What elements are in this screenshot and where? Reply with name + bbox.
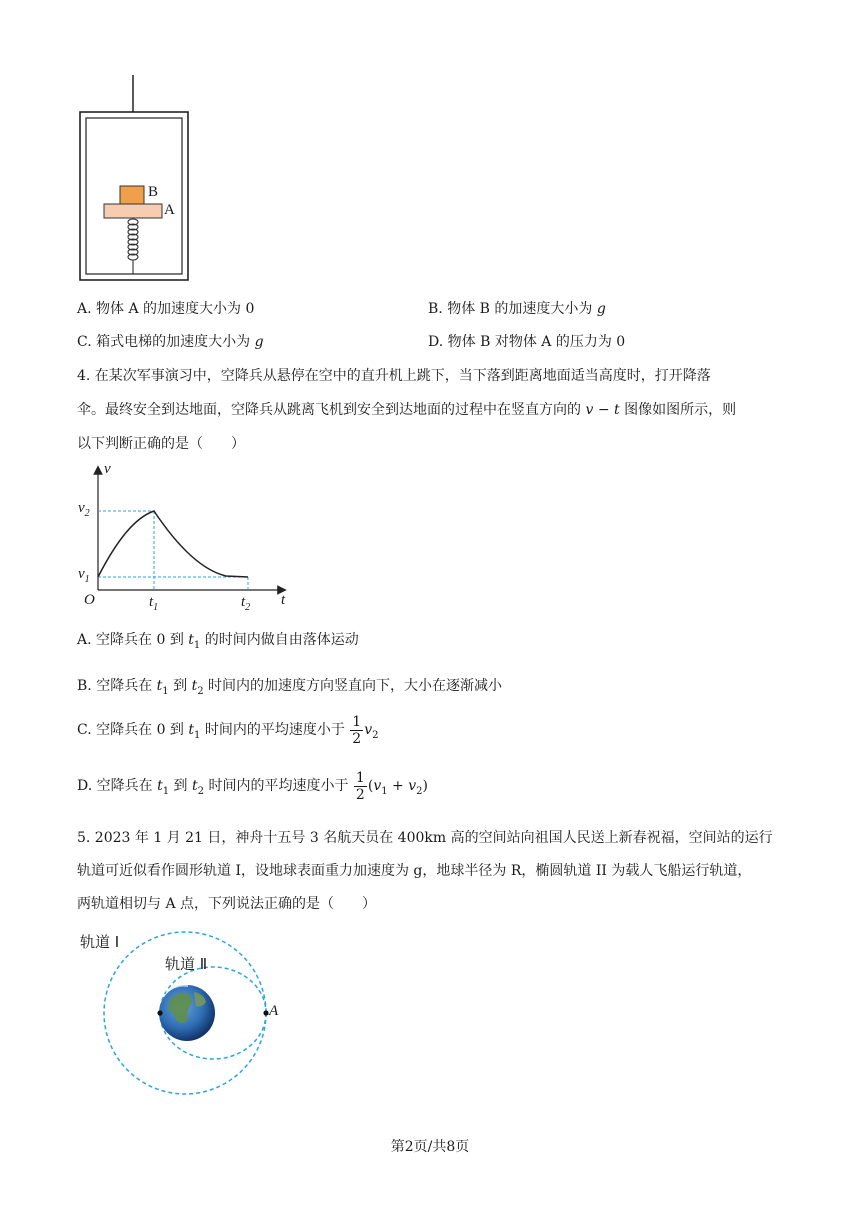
- label-a: A: [164, 202, 175, 218]
- v1-label: $v_1$: [78, 566, 90, 585]
- q4-option-a: A. 空降兵在 0 到 $t_1$ 的时间内做自由落体运动: [77, 632, 359, 651]
- q3-option-a: A. 物体 A 的加速度大小为 0: [77, 301, 255, 317]
- point-a-label: A: [269, 1003, 279, 1019]
- v-axis-label: v: [104, 461, 111, 477]
- q5-stem-line1: 5. 2023 年 1 月 21 日，神舟十五号 3 名航天员在 400km 高的空间站向祖国人民送上新春祝福，空间站的运行: [77, 830, 773, 846]
- point-a-dot: [263, 1010, 268, 1015]
- elevator-figure: [70, 72, 200, 287]
- q5-stem-line3: 两轨道相切与 A 点，下列说法正确的是（ ）: [77, 896, 377, 912]
- q4-option-c: C. 空降兵在 0 到 $t_1$ 时间内的平均速度小于 $\frac{1}{2}$ $v_2$: [77, 713, 379, 747]
- q4-option-b: B. 空降兵在 $t_1$ 到 $t_2$ 时间内的加速度方向竖直向下，大小在逐渐减小: [77, 678, 503, 697]
- v2-label: $v_2$: [78, 500, 90, 519]
- perigee-dot: [157, 1010, 162, 1015]
- orbit-1-label: 轨道 Ⅰ: [80, 933, 120, 951]
- q3-option-d: D. 物体 B 对物体 A 的压力为 0: [428, 334, 626, 350]
- fraction-half: $\frac{1}{2}$: [352, 713, 362, 747]
- orbit-2-label: 轨道 Ⅱ: [165, 955, 208, 973]
- vt-graph: [76, 462, 300, 612]
- t2-label: $t_2$: [241, 594, 251, 613]
- q5-stem-line2: 轨道可近似看作圆形轨道 I，设地球表面重力加速度为 g，地球半径为 R，椭圆轨道 II 为载人飞船运行轨道，: [77, 863, 752, 879]
- q4-stem-line2: 伞。最终安全到达地面，空降兵从跳离飞机到安全到达地面的过程中在竖直方向的 v − t 图像如图所示，则: [77, 402, 737, 418]
- label-b: B: [148, 184, 159, 200]
- q4-option-d: D. 空降兵在 $t_1$ 到 $t_2$ 时间内的平均速度小于 $\frac{1}{2}$ $(v_1 + v_2)$: [77, 769, 429, 803]
- fraction-half: $\frac{1}{2}$: [355, 769, 365, 803]
- q4-stem-line3: 以下判断正确的是（ ）: [77, 436, 245, 452]
- origin-label: O: [84, 592, 95, 608]
- q3-option-c: C. 箱式电梯的加速度大小为 g: [77, 334, 264, 350]
- vt-curve: [98, 511, 248, 577]
- q3-option-b: B. 物体 B 的加速度大小为 g: [428, 301, 606, 317]
- spring-icon: [128, 219, 138, 274]
- plate-a: [104, 204, 162, 218]
- page-footer: 第2页/共8页: [390, 1139, 470, 1155]
- t1-label: $t_1$: [149, 594, 159, 613]
- q4-stem-line1: 4. 在某次军事演习中，空降兵从悬停在空中的直升机上跳下，当下落到距离地面适当高度时，打开降落: [77, 368, 711, 384]
- earth-icon: [159, 985, 215, 1041]
- t-axis-label: t: [281, 592, 286, 608]
- block-b: [120, 186, 144, 204]
